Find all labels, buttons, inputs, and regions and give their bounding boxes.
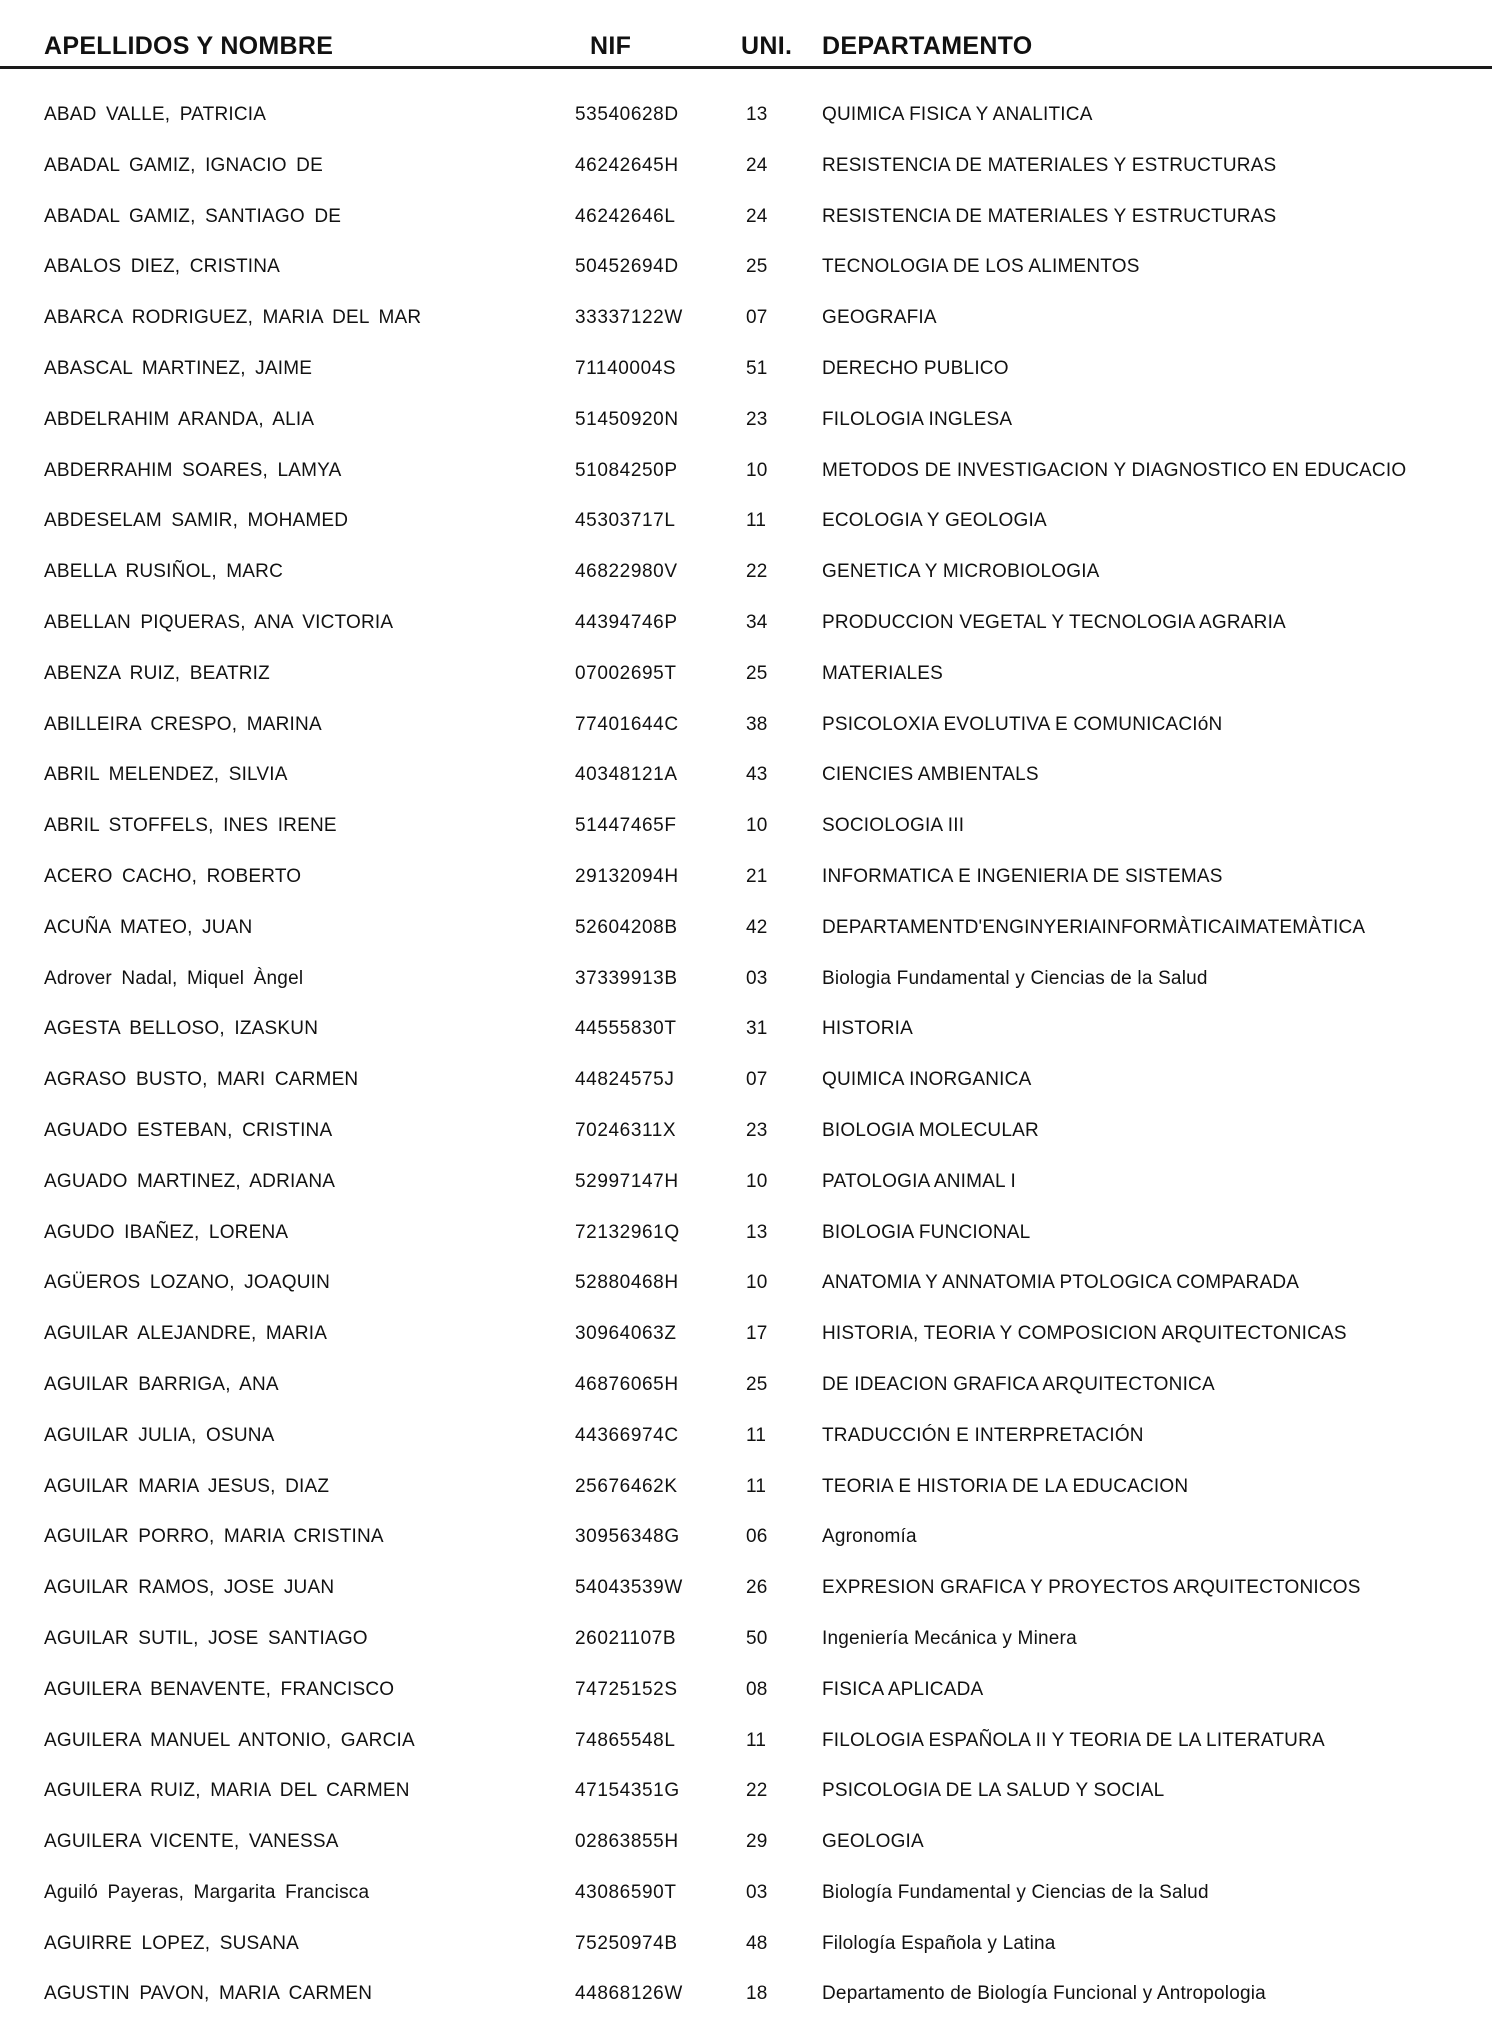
- row-nif: 44394746P: [575, 611, 678, 633]
- table-row: [0, 1823, 1500, 1874]
- table-row: [0, 198, 1500, 249]
- row-departamento: TRADUCCIÓN E INTERPRETACIÓN: [822, 1424, 1144, 1446]
- row-uni: 10: [746, 1272, 768, 1294]
- table-row: [0, 1925, 1500, 1976]
- row-nif: 71140004S: [575, 357, 677, 379]
- row-uni: 11: [746, 510, 767, 532]
- row-uni: 13: [746, 1221, 768, 1243]
- row-departamento: DE IDEACION GRAFICA ARQUITECTONICA: [822, 1373, 1215, 1395]
- header-uni: UNI.: [741, 32, 793, 60]
- row-uni: 11: [746, 1424, 767, 1446]
- row-uni: 10: [746, 459, 768, 481]
- row-uni: 11: [746, 1729, 767, 1751]
- row-nif: 75250974B: [575, 1932, 678, 1954]
- table-row: [0, 960, 1500, 1011]
- table-row: [0, 350, 1500, 401]
- row-name: ABADAL GAMIZ, SANTIAGO DE: [44, 205, 342, 227]
- row-departamento: PATOLOGIA ANIMAL I: [822, 1170, 1017, 1192]
- row-uni: 23: [746, 408, 768, 430]
- row-nif: 50452694D: [575, 256, 679, 278]
- table-row: [0, 1468, 1500, 1519]
- row-uni: 25: [746, 256, 768, 278]
- row-uni: 10: [746, 1170, 768, 1192]
- row-name: Aguiló Payeras, Margarita Francisca: [44, 1881, 370, 1903]
- row-uni: 24: [746, 205, 768, 227]
- row-name: AGUILAR PORRO, MARIA CRISTINA: [44, 1526, 384, 1548]
- row-departamento: SOCIOLOGIA III: [822, 815, 965, 837]
- row-departamento: GEOGRAFIA: [822, 307, 937, 329]
- table-row: [0, 1366, 1500, 1417]
- table-row: [0, 807, 1500, 858]
- row-nif: 51084250P: [575, 459, 678, 481]
- table-row: [0, 96, 1500, 147]
- row-uni: 25: [746, 662, 768, 684]
- row-uni: 34: [746, 611, 768, 633]
- row-departamento: HISTORIA, TEORIA Y COMPOSICION ARQUITECTONICAS: [822, 1323, 1347, 1345]
- row-name: AGUILERA RUIZ, MARIA DEL CARMEN: [44, 1780, 410, 1802]
- row-departamento: PRODUCCION VEGETAL Y TECNOLOGIA AGRARIA: [822, 611, 1286, 633]
- table-row: [0, 1671, 1500, 1722]
- row-uni: 25: [746, 1373, 768, 1395]
- row-nif: 74725152S: [575, 1678, 678, 1700]
- row-uni: 21: [746, 865, 768, 887]
- table-row: [0, 1772, 1500, 1823]
- table-row: [0, 502, 1500, 553]
- row-uni: 06: [746, 1526, 768, 1548]
- table-row: [0, 1112, 1500, 1163]
- row-nif: 51450920N: [575, 408, 679, 430]
- row-uni: 38: [746, 713, 768, 735]
- table-row: [0, 147, 1500, 198]
- row-nif: 52997147H: [575, 1170, 679, 1192]
- row-departamento: MATERIALES: [822, 662, 943, 684]
- row-nif: 44824575J: [575, 1069, 675, 1091]
- row-uni: 29: [746, 1831, 768, 1853]
- row-name: AGUILAR JULIA, OSUNA: [44, 1424, 275, 1446]
- row-departamento: QUIMICA FISICA Y ANALITICA: [822, 104, 1093, 125]
- row-nif: 46242646L: [575, 205, 676, 227]
- row-nif: 44555830T: [575, 1018, 677, 1040]
- header-divider: [0, 66, 1492, 69]
- row-name: AGESTA BELLOSO, IZASKUN: [44, 1018, 319, 1040]
- row-name: ABAD VALLE, PATRICIA: [44, 104, 267, 125]
- row-nif: 54043539W: [575, 1577, 683, 1599]
- row-name: ABASCAL MARTINEZ, JAIME: [44, 357, 313, 379]
- row-departamento: DERECHO PUBLICO: [822, 357, 1009, 379]
- table-row: [0, 1569, 1500, 1620]
- row-name: ABDERRAHIM SOARES, LAMYA: [44, 459, 342, 481]
- table-row: [0, 1315, 1500, 1366]
- row-departamento: Biologia Fundamental y Ciencias de la Salud: [822, 967, 1208, 989]
- row-name: ABILLEIRA CRESPO, MARINA: [44, 713, 322, 735]
- table-row: [0, 1010, 1500, 1061]
- row-nif: 72132961Q: [575, 1221, 680, 1243]
- row-name: ACUÑA MATEO, JUAN: [44, 916, 253, 938]
- row-nif: 44366974C: [575, 1424, 679, 1446]
- row-uni: 22: [746, 561, 768, 583]
- row-nif: 46242645H: [575, 154, 679, 176]
- row-departamento: HISTORIA: [822, 1018, 913, 1040]
- row-uni: 31: [746, 1018, 768, 1040]
- row-name: AGUADO ESTEBAN, CRISTINA: [44, 1119, 333, 1141]
- row-nif: 74865548L: [575, 1729, 676, 1751]
- row-uni: 07: [746, 1069, 768, 1091]
- row-nif: 30964063Z: [575, 1323, 677, 1345]
- row-name: ABELLA RUSIÑOL, MARC: [44, 561, 284, 583]
- row-uni: 17: [746, 1323, 768, 1345]
- table-row: [0, 452, 1500, 503]
- row-uni: 23: [746, 1119, 768, 1141]
- row-departamento: ANATOMIA Y ANNATOMIA PTOLOGICA COMPARADA: [822, 1272, 1300, 1294]
- row-name: ABDELRAHIM ARANDA, ALIA: [44, 408, 315, 430]
- row-nif: 46876065H: [575, 1373, 679, 1395]
- row-uni: 10: [746, 815, 768, 837]
- table-row: [0, 1061, 1500, 1112]
- header-departamento: DEPARTAMENTO: [822, 32, 1033, 60]
- table-row: [0, 1163, 1500, 1214]
- row-uni: 22: [746, 1780, 768, 1802]
- row-departamento: RESISTENCIA DE MATERIALES Y ESTRUCTURAS: [822, 205, 1277, 227]
- row-departamento: FILOLOGIA INGLESA: [822, 408, 1013, 430]
- row-name: AGUSTIN PAVON, MARIA CARMEN: [44, 1983, 373, 2005]
- row-name: AGUILAR ALEJANDRE, MARIA: [44, 1323, 328, 1345]
- row-nif: 37339913B: [575, 967, 678, 989]
- table-row: [0, 858, 1500, 909]
- row-name: AGRASO BUSTO, MARI CARMEN: [44, 1069, 359, 1091]
- row-uni: 13: [746, 104, 768, 125]
- row-departamento: RESISTENCIA DE MATERIALES Y ESTRUCTURAS: [822, 154, 1277, 176]
- row-uni: 51: [746, 357, 768, 379]
- row-nif: 46822980V: [575, 561, 678, 583]
- table-row: [0, 553, 1500, 604]
- row-uni: 03: [746, 967, 768, 989]
- row-name: ABALOS DIEZ, CRISTINA: [44, 256, 281, 278]
- row-nif: 44868126W: [575, 1983, 683, 2005]
- row-name: ABRIL MELENDEZ, SILVIA: [44, 764, 288, 786]
- table-row: [0, 1264, 1500, 1315]
- row-departamento: BIOLOGIA MOLECULAR: [822, 1119, 1039, 1141]
- table-row: [0, 604, 1500, 655]
- table-row: [0, 756, 1500, 807]
- row-nif: 45303717L: [575, 510, 676, 532]
- row-departamento: Agronomía: [822, 1526, 917, 1548]
- row-departamento: TECNOLOGIA DE LOS ALIMENTOS: [822, 256, 1140, 278]
- row-departamento: METODOS DE INVESTIGACION Y DIAGNOSTICO EN EDUCACIO: [822, 459, 1407, 481]
- row-departamento: QUIMICA INORGANICA: [822, 1069, 1032, 1091]
- row-nif: 43086590T: [575, 1881, 677, 1903]
- row-name: AGUIRRE LOPEZ, SUSANA: [44, 1932, 300, 1954]
- row-nif: 33337122W: [575, 307, 683, 329]
- row-uni: 26: [746, 1577, 768, 1599]
- row-name: AGUADO MARTINEZ, ADRIANA: [44, 1170, 336, 1192]
- table-row: [0, 1214, 1500, 1265]
- row-nif: 26021107B: [575, 1627, 677, 1649]
- row-nif: 40348121A: [575, 764, 678, 786]
- row-nif: 52604208B: [575, 916, 678, 938]
- header-name: APELLIDOS Y NOMBRE: [44, 32, 334, 60]
- row-departamento: Filología Española y Latina: [822, 1932, 1056, 1954]
- row-name: AGÜEROS LOZANO, JOAQUIN: [44, 1272, 331, 1294]
- row-name: AGUILAR MARIA JESUS, DIAZ: [44, 1475, 330, 1497]
- row-nif: 47154351G: [575, 1780, 680, 1802]
- row-nif: 52880468H: [575, 1272, 679, 1294]
- row-name: ABDESELAM SAMIR, MOHAMED: [44, 510, 349, 532]
- row-departamento: Ingeniería Mecánica y Minera: [822, 1627, 1077, 1649]
- row-nif: 70246311X: [575, 1119, 677, 1141]
- row-name: ABRIL STOFFELS, INES IRENE: [44, 815, 337, 837]
- row-departamento: PSICOLOXIA EVOLUTIVA E COMUNICACIóN: [822, 713, 1223, 735]
- row-nif: 53540628D: [575, 104, 679, 125]
- table-row: [0, 1620, 1500, 1671]
- row-uni: 08: [746, 1678, 768, 1700]
- row-nif: 51447465F: [575, 815, 677, 837]
- table-body: [0, 96, 1500, 2026]
- table-row: [0, 401, 1500, 452]
- header-nif: NIF: [590, 32, 632, 60]
- row-departamento: Biología Fundamental y Ciencias de la Salud: [822, 1881, 1209, 1903]
- row-uni: 42: [746, 916, 768, 938]
- row-uni: 48: [746, 1932, 768, 1954]
- row-departamento: INFORMATICA E INGENIERIA DE SISTEMAS: [822, 865, 1223, 887]
- row-uni: 50: [746, 1627, 768, 1649]
- row-departamento: EXPRESION GRAFICA Y PROYECTOS ARQUITECTONICOS: [822, 1577, 1361, 1599]
- table-row: [0, 1975, 1500, 2026]
- row-departamento: PSICOLOGIA DE LA SALUD Y SOCIAL: [822, 1780, 1165, 1802]
- row-uni: 24: [746, 154, 768, 176]
- row-nif: 07002695T: [575, 662, 677, 684]
- row-nif: 30956348G: [575, 1526, 680, 1548]
- row-uni: 18: [746, 1983, 768, 2005]
- row-name: Adrover Nadal, Miquel Àngel: [44, 967, 304, 989]
- row-name: ABELLAN PIQUERAS, ANA VICTORIA: [44, 611, 394, 633]
- row-name: ACERO CACHO, ROBERTO: [44, 865, 302, 887]
- table-row: [0, 1874, 1500, 1925]
- row-name: ABENZA RUIZ, BEATRIZ: [44, 662, 270, 684]
- table-row: [0, 1518, 1500, 1569]
- table-row: [0, 299, 1500, 350]
- row-uni: 43: [746, 764, 768, 786]
- table-row: [0, 1417, 1500, 1468]
- table-row: [0, 909, 1500, 960]
- row-departamento: BIOLOGIA FUNCIONAL: [822, 1221, 1031, 1243]
- row-departamento: DEPARTAMENTD'ENGINYERIAINFORMÀTICAIMATEMÀTICA: [822, 916, 1366, 938]
- row-name: AGUILAR BARRIGA, ANA: [44, 1373, 279, 1395]
- row-nif: 29132094H: [575, 865, 679, 887]
- row-uni: 11: [746, 1475, 767, 1497]
- row-name: AGUILAR SUTIL, JOSE SANTIAGO: [44, 1627, 368, 1649]
- row-uni: 03: [746, 1881, 768, 1903]
- row-name: AGUILAR RAMOS, JOSE JUAN: [44, 1577, 335, 1599]
- row-departamento: ECOLOGIA Y GEOLOGIA: [822, 510, 1047, 532]
- row-departamento: FILOLOGIA ESPAÑOLA II Y TEORIA DE LA LITERATURA: [822, 1729, 1325, 1751]
- table-header: [0, 28, 1500, 68]
- row-nif: 02863855H: [575, 1831, 679, 1853]
- row-name: AGUDO IBAÑEZ, LORENA: [44, 1221, 289, 1243]
- row-name: ABARCA RODRIGUEZ, MARIA DEL MAR: [44, 307, 422, 329]
- row-departamento: GENETICA Y MICROBIOLOGIA: [822, 561, 1100, 583]
- table-row: [0, 706, 1500, 757]
- row-departamento: GEOLOGIA: [822, 1831, 924, 1853]
- table-row: [0, 248, 1500, 299]
- table-row: [0, 655, 1500, 706]
- row-nif: 77401644C: [575, 713, 679, 735]
- row-name: ABADAL GAMIZ, IGNACIO DE: [44, 154, 323, 176]
- row-uni: 07: [746, 307, 768, 329]
- row-nif: 25676462K: [575, 1475, 678, 1497]
- row-departamento: TEORIA E HISTORIA DE LA EDUCACION: [822, 1475, 1189, 1497]
- row-departamento: Departamento de Biología Funcional y Antropologia: [822, 1983, 1266, 2005]
- table-row: [0, 1722, 1500, 1773]
- row-name: AGUILERA VICENTE, VANESSA: [44, 1831, 339, 1853]
- row-name: AGUILERA MANUEL ANTONIO, GARCIA: [44, 1729, 415, 1751]
- row-departamento: CIENCIES AMBIENTALS: [822, 764, 1039, 786]
- row-name: AGUILERA BENAVENTE, FRANCISCO: [44, 1678, 395, 1700]
- row-departamento: FISICA APLICADA: [822, 1678, 984, 1700]
